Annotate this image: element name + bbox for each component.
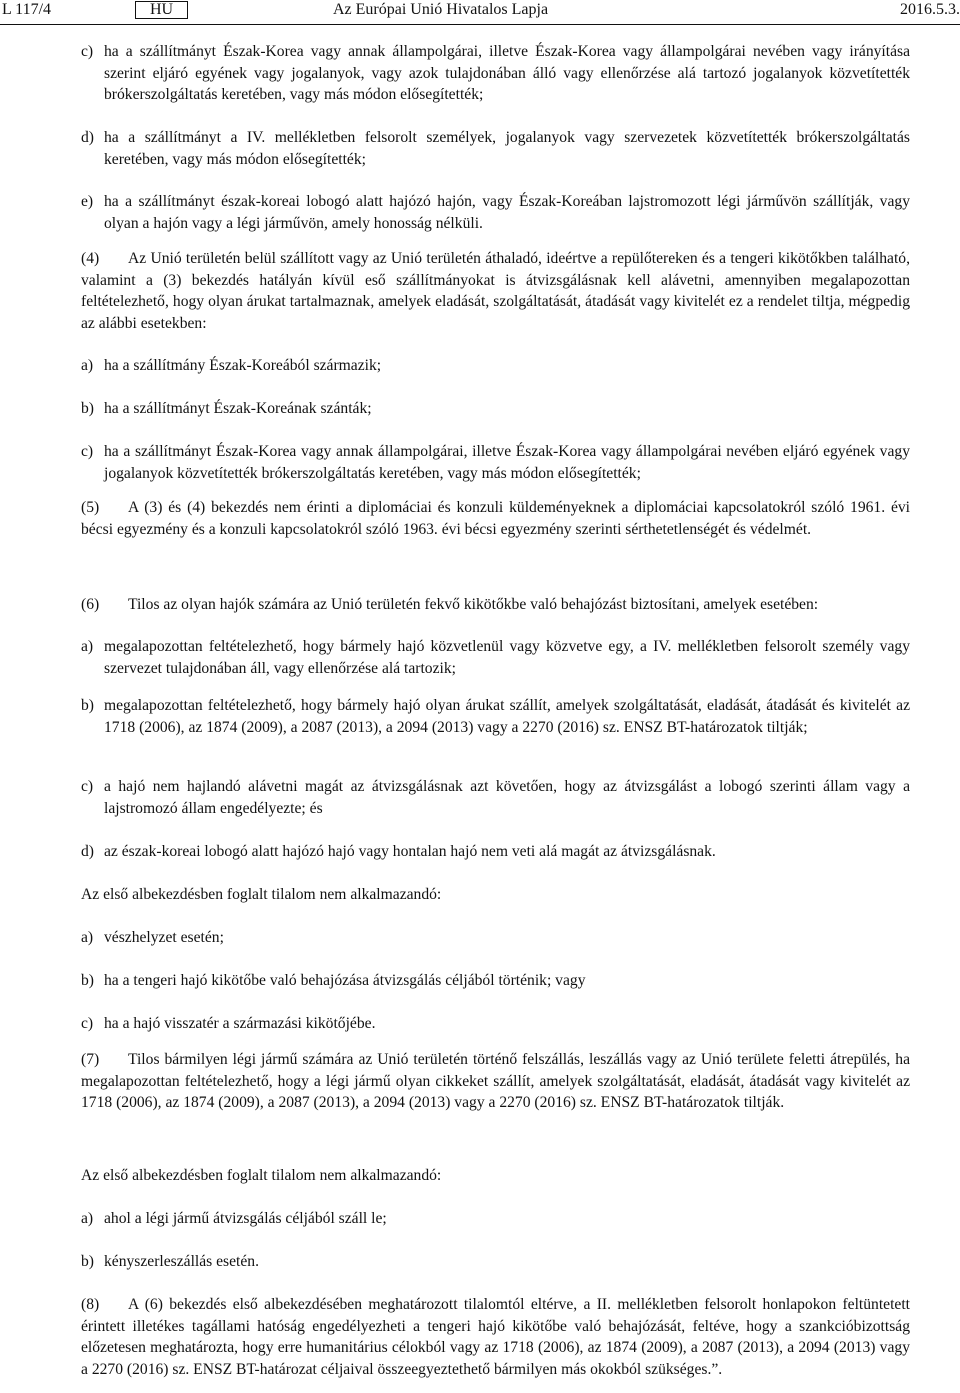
item-text: a hajó nem hajlandó alávetni magát az átvizsgálásnak azt követően, hogy az átvizsgálást a lobogó szerinti állam vagy a lajstromozó állam engedélyezte; és (104, 778, 910, 817)
item-text: ahol a légi jármű átvizsgálás céljából száll le; (104, 1210, 387, 1227)
journal-header (0, 0, 960, 25)
journal-title: Az Európai Unió Hivatalos Lapja (333, 1, 549, 18)
page-reference: L 117/4 (2, 1, 52, 18)
paragraph-5 (81, 497, 910, 540)
paragraph-6 (81, 594, 910, 616)
list-item-b (81, 1251, 910, 1273)
publication-date: 2016.5.3. (900, 1, 960, 18)
item-label: e) (81, 193, 94, 210)
item-text: az észak-koreai lobogó alatt hajózó hajó vagy hontalan hajó nem veti alá magát az átvizsgálásnak. (104, 843, 716, 860)
list-item-d (81, 127, 910, 170)
item-text: ha a tengeri hajó kikötőbe való behajózása átvizsgálás céljából történik; vagy (104, 972, 586, 989)
item-text: ha a szállítmány Észak-Koreából származik; (104, 357, 382, 374)
item-label: c) (81, 778, 94, 795)
list-item-c (81, 776, 910, 819)
paragraph-text: A (3) és (4) bekezdés nem érinti a diplomáciai és konzuli küldeményeknek a diplomáciai kapcsolatokról szóló 1961. évi bécsi egyezmény és a konzuli kapcsolatokról szóló 1963. évi bécsi egyezmény szerinti sérthetetlenségét és védelmét. (81, 499, 910, 538)
item-text: megalapozottan feltételezhető, hogy bármely hajó közvetlenül vagy közvetve egy, a IV. mellékletben felsorolt személy vagy szervezet tulajdonában áll, vagy ellenőrzése alá tartozik; (104, 638, 910, 677)
item-label: c) (81, 1015, 94, 1032)
item-text: ha a szállítmányt a IV. mellékletben felsorolt személyek, jogalanyok vagy szervezetek közvetítették brókerszolgáltatás keretében, vagy más módon elősegítették; (104, 129, 910, 168)
item-text: ha a szállítmányt Észak-Korea vagy annak állampolgárai, illetve Észak-Korea vagy állampolgárai nevében eljáró egyének vagy jogalanyok közvetítették brókerszolgáltatás keretében, vagy más módon elősegítették; (104, 443, 910, 482)
paragraph-number: (4) (81, 250, 100, 267)
item-text: ha a szállítmányt Észak-Korea vagy annak állampolgárai, illetve Észak-Korea vagy állampolgárai nevében vagy irányítása szerint eljáró egyének vagy jogalanyok, vagy azok tulajdonában álló vagy ellenőrzése alá tartozó jogalanyok közvetítették brókerszolgáltatás keretében, vagy más módon elősegítették; (104, 43, 910, 103)
list-item-e (81, 191, 910, 234)
paragraph-text: Tilos bármilyen légi jármű számára az Unió területén történő felszállás, leszállás vagy az Unió területe feletti átrepülés, ha megalapozottan feltételezhető, hogy a légi jármű olyan cikkeket szállít, amelyek szolgáltatását, eladását, átadását vagy kivitelét az 1718 (2006), az 1874 (2009), a 2087 (2013), a 2094 (2013) vagy a 2270 (2016) sz. ENSZ BT-határozatok tiltják. (81, 1051, 910, 1111)
item-text: ha a szállítmányt Észak-Koreának szánták; (104, 400, 372, 417)
list-item-a (81, 636, 910, 679)
paragraph-number: (7) (81, 1051, 100, 1068)
list-item-a (81, 355, 910, 377)
list-item-a (81, 927, 910, 949)
list-item-c (81, 41, 910, 106)
item-label: b) (81, 972, 94, 989)
paragraph-8 (81, 1294, 910, 1380)
paragraph-number: (6) (81, 596, 100, 613)
item-label: b) (81, 400, 94, 417)
item-text: kényszerleszállás esetén. (104, 1253, 259, 1270)
paragraph-4 (81, 248, 910, 334)
item-label: c) (81, 443, 94, 460)
subparagraph-intro: Az első albekezdésben foglalt tilalom nem alkalmazandó: (81, 1167, 442, 1184)
paragraph-number: (8) (81, 1296, 100, 1313)
paragraph-text: A (6) bekezdés első albekezdésében meghatározott tilalomtól eltérve, a II. mellékletben felsorolt honlapokon feltüntetett érintett illetékes tagállami hatóság engedélyezheti a tengeri hajó kikötőbe való behajózását, feltéve, hogy a szankcióbizottság előzetesen meghatározta, hogy erre humanitárius célokból vagy az 1718 (2006), az 1874 (2009), a 2087 (2013), a 2094 (2013) vagy a 2270 (2016) sz. ENSZ BT-határozat céljaival összeegyeztethető bármilyen más okokból szükséges.”. (81, 1296, 910, 1378)
item-label: b) (81, 1253, 94, 1270)
paragraph-number: (5) (81, 499, 100, 516)
item-label: a) (81, 929, 94, 946)
item-text: ha a szállítmányt észak-koreai lobogó alatt hajózó hajón, vagy Észak-Koreában lajstromozott légi járművön szállítják, vagy olyan a hajón vagy a légi járművön, amely honosság nélküli. (104, 193, 910, 232)
list-item-b (81, 398, 910, 420)
list-item-b (81, 970, 910, 992)
list-item-a (81, 1208, 910, 1230)
item-label: d) (81, 129, 94, 146)
list-item-b (81, 695, 910, 738)
paragraph-text: Az Unió területén belül szállított vagy az Unió területén áthaladó, ideértve a repülőtereken és a tengeri kikötőkben található, valamint a (3) bekezdés hatályán kívül eső szállítmányokat is átvizsgálásnak kell alávetni, amennyiben megalapozottan feltételezhető, hogy olyan árukat tartalmaznak, amelyek eladását, szolgáltatását, átadását vagy kivitelét ez a rendelet tiltja, mégpedig az alábbi esetekben: (81, 250, 910, 332)
list-item-d (81, 841, 910, 863)
paragraph-text: Tilos az olyan hajók számára az Unió területén fekvő kikötőkbe való behajózást biztosítani, amelyek esetében: (128, 596, 819, 613)
item-label: d) (81, 843, 94, 860)
subparagraph-intro: Az első albekezdésben foglalt tilalom nem alkalmazandó: (81, 886, 442, 903)
item-label: b) (81, 697, 94, 714)
item-label: c) (81, 43, 94, 60)
item-label: a) (81, 1210, 94, 1227)
item-label: a) (81, 357, 94, 374)
language-badge: HU (135, 1, 188, 19)
paragraph-7 (81, 1049, 910, 1114)
item-text: ha a hajó visszatér a származási kikötőjébe. (104, 1015, 376, 1032)
item-text: megalapozottan feltételezhető, hogy bármely hajó olyan árukat szállít, amelyek szolgáltatását, eladását, átadását és kivitelét az 1718 (2006), az 1874 (2009), a 2087 (2013), a 2094 (2013) vagy a 2270 (2016) sz. ENSZ BT-határozatok tiltják; (104, 697, 910, 736)
item-text: vészhelyzet esetén; (104, 929, 224, 946)
list-item-c (81, 1013, 910, 1035)
list-item-c (81, 441, 910, 484)
item-label: a) (81, 638, 94, 655)
